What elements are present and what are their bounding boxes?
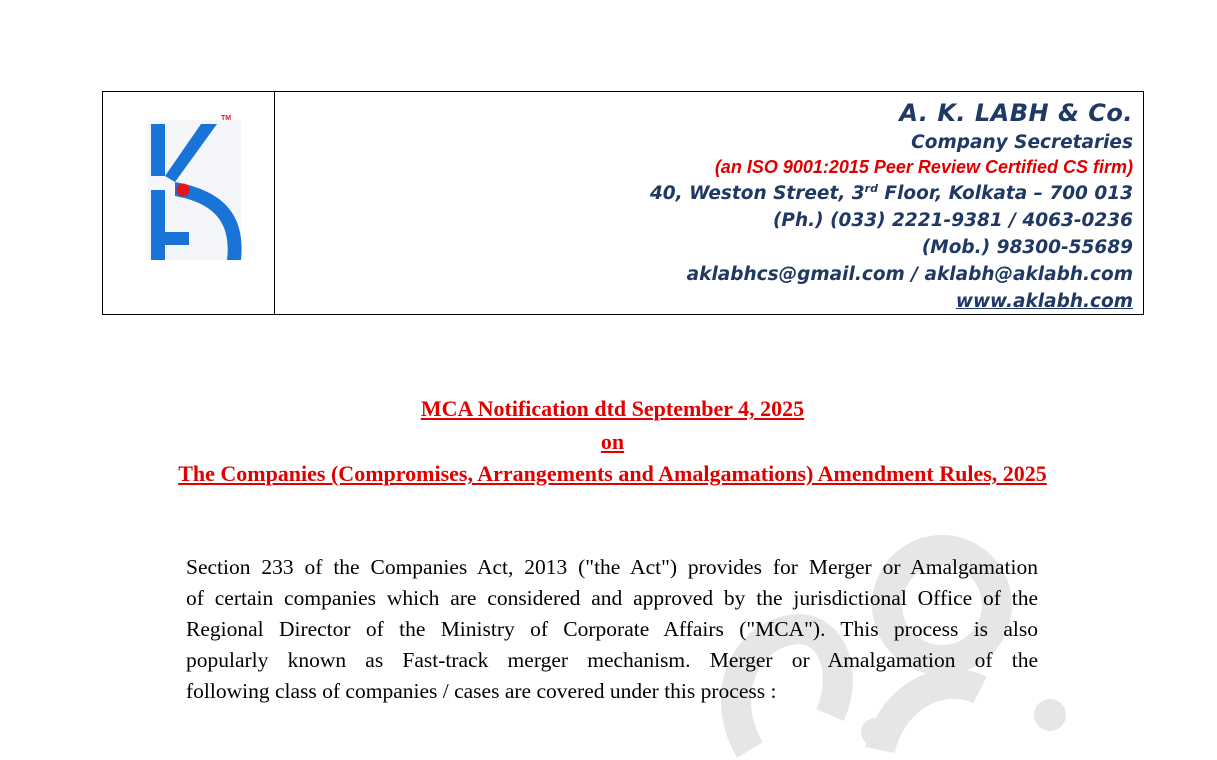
paragraph-line: Regional Director of the Ministry of Corporate Affairs ("MCA"). This process is also — [186, 617, 1038, 641]
firm-logo — [141, 112, 251, 262]
website-link[interactable]: www.aklabh.com — [955, 291, 1133, 312]
firm-name: A. K. LABH & Co. — [899, 99, 1133, 127]
trademark-mark: TM — [221, 115, 232, 122]
document-title — [0, 393, 1217, 491]
body-paragraph — [186, 552, 1038, 707]
address-line: 40, Weston Street, 3rd Floor, Kolkata – 700 013 — [649, 181, 1133, 204]
paragraph-line: Section 233 of the Companies Act, 2013 ("the Act") provides for Merger or Amalgamation — [186, 555, 1038, 579]
firm-details — [275, 92, 1143, 314]
certification-line: (an ISO 9001:2015 Peer Review Certified CS firm) — [714, 157, 1133, 177]
email-line[interactable]: aklabhcs@gmail.com / aklabh@aklabh.com — [686, 264, 1133, 285]
title-line-1: MCA Notification dtd September 4, 2025 — [420, 396, 805, 421]
paragraph-line: following class of companies / cases are covered under this process : — [186, 679, 777, 703]
mobile-line: (Mob.) 98300-55689 — [921, 237, 1133, 258]
firm-designation: Company Secretaries — [911, 132, 1133, 153]
ordinal-suffix: rd — [864, 181, 878, 195]
paragraph-line: of certain companies which are considered and approved by the jurisdictional Office of the — [186, 586, 1038, 610]
title-line-2: on — [600, 428, 625, 454]
logo-cell — [103, 92, 275, 314]
title-line-3: The Companies (Compromises, Arrangements and Amalgamations) Amendment Rules, 2025 — [178, 461, 1047, 486]
phone-line: (Ph.) (033) 2221-9381 / 4063-0236 — [772, 210, 1133, 231]
letterhead — [102, 91, 1144, 315]
paragraph-line: popularly known as Fast-track merger mechanism. Merger or Amalgamation of the — [186, 648, 1038, 672]
